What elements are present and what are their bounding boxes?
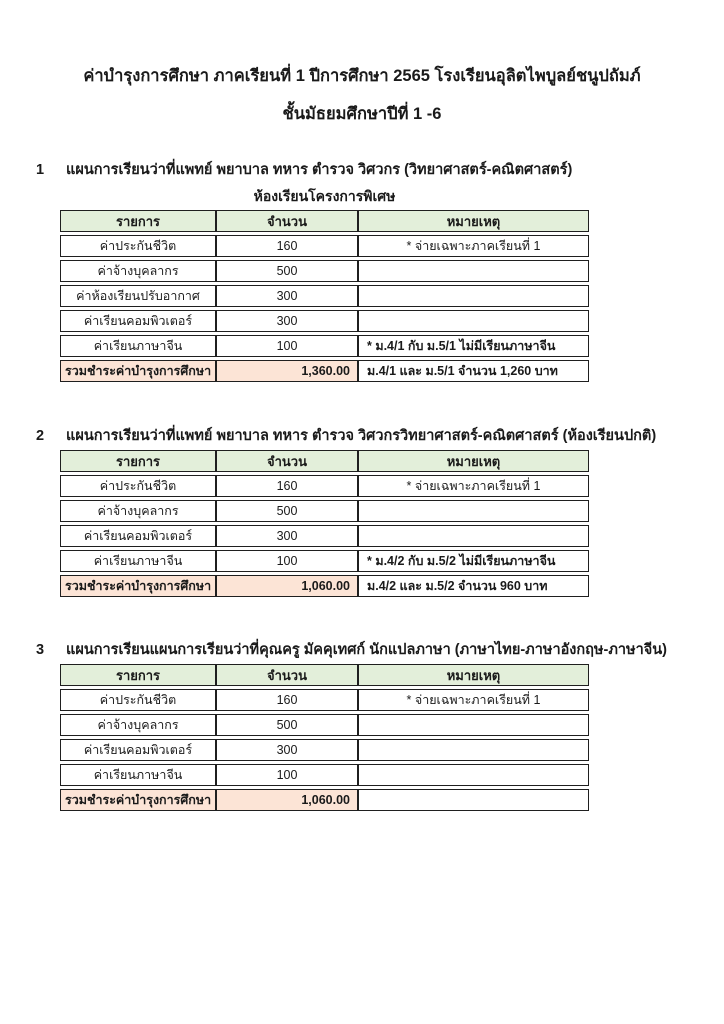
remark-cell <box>358 714 589 736</box>
fee-row <box>60 550 589 572</box>
amount-cell: 300 <box>216 739 358 761</box>
fee-row <box>60 260 589 282</box>
item-cell: ค่าจ้างบุคลากร <box>60 714 216 736</box>
amount-cell: 300 <box>216 310 358 332</box>
section-3-title: แผนการเรียนแผนการเรียนว่าที่คุณครู มัคคุเทศก์ นักแปลภาษา (ภาษาไทย-ภาษาอังกฤษ-ภาษาจีน) <box>66 642 667 658</box>
item-cell: ค่าจ้างบุคลากร <box>60 500 216 522</box>
fee-row <box>60 689 589 711</box>
column-header-item: รายการ <box>60 664 216 686</box>
fee-row <box>60 764 589 786</box>
document-title-line2: ชั้นมัธยมศึกษาปีที่ 1 -6 <box>282 105 442 123</box>
total-label-cell: รวมชำระค่าบำรุงการศึกษา <box>60 360 216 382</box>
fee-table-2 <box>60 447 589 600</box>
item-cell: ค่าห้องเรียนปรับอากาศ <box>60 285 216 307</box>
total-remark-cell <box>358 789 589 811</box>
column-header-item: รายการ <box>60 450 216 472</box>
column-header-amount: จำนวน <box>216 210 358 232</box>
remark-cell: * จ่ายเฉพาะภาคเรียนที่ 1 <box>358 689 589 711</box>
amount-cell: 500 <box>216 500 358 522</box>
total-label-cell: รวมชำระค่าบำรุงการศึกษา <box>60 789 216 811</box>
header-row <box>60 450 589 472</box>
column-header-remark: หมายเหตุ <box>358 210 589 232</box>
item-cell: ค่าเรียนคอมพิวเตอร์ <box>60 310 216 332</box>
fee-row <box>60 310 589 332</box>
column-header-amount: จำนวน <box>216 450 358 472</box>
item-cell: ค่าเรียนภาษาจีน <box>60 764 216 786</box>
item-cell: ค่าเรียนคอมพิวเตอร์ <box>60 739 216 761</box>
item-cell: ค่าเรียนคอมพิวเตอร์ <box>60 525 216 547</box>
amount-cell: 500 <box>216 714 358 736</box>
section-2-title: แผนการเรียนว่าที่แพทย์ พยาบาล ทหาร ตำรวจ วิศวกรวิทยาศาสตร์-คณิตศาสตร์ (ห้องเรียนปกติ) <box>66 428 657 444</box>
fee-row <box>60 475 589 497</box>
fee-table-3 <box>60 661 589 814</box>
column-header-amount: จำนวน <box>216 664 358 686</box>
amount-cell: 300 <box>216 525 358 547</box>
remark-cell: * ม.4/2 กับ ม.5/2 ไม่มีเรียนภาษาจีน <box>358 550 589 572</box>
header-row <box>60 664 589 686</box>
fee-row <box>60 235 589 257</box>
item-cell: ค่าประกันชีวิต <box>60 235 216 257</box>
section-3-heading <box>36 638 696 661</box>
amount-cell: 300 <box>216 285 358 307</box>
remark-cell <box>358 285 589 307</box>
header-row <box>60 210 589 232</box>
total-remark-cell: ม.4/2 และ ม.5/2 จำนวน 960 บาท <box>358 575 589 597</box>
remark-cell: * จ่ายเฉพาะภาคเรียนที่ 1 <box>358 235 589 257</box>
remark-cell <box>358 500 589 522</box>
total-row <box>60 360 589 382</box>
section-2-number: 2 <box>36 428 45 444</box>
fee-row <box>60 500 589 522</box>
remark-cell <box>358 310 589 332</box>
item-cell: ค่าเรียนภาษาจีน <box>60 335 216 357</box>
total-amount-cell: 1,060.00 <box>216 575 358 597</box>
total-row <box>60 575 589 597</box>
column-header-remark: หมายเหตุ <box>358 450 589 472</box>
section-1-heading <box>36 158 696 181</box>
amount-cell: 100 <box>216 550 358 572</box>
document-title-line1: ค่าบำรุงการศึกษา ภาคเรียนที่ 1 ปีการศึกษา 2565 โรงเรียนอุลิตไพบูลย์ชนูปถัมภ์ <box>83 67 641 85</box>
remark-cell: * จ่ายเฉพาะภาคเรียนที่ 1 <box>358 475 589 497</box>
remark-cell <box>358 260 589 282</box>
remark-cell <box>358 739 589 761</box>
amount-cell: 160 <box>216 475 358 497</box>
total-remark-cell: ม.4/1 และ ม.5/1 จำนวน 1,260 บาท <box>358 360 589 382</box>
amount-cell: 160 <box>216 235 358 257</box>
item-cell: ค่าประกันชีวิต <box>60 475 216 497</box>
total-row <box>60 789 589 811</box>
total-amount-cell: 1,060.00 <box>216 789 358 811</box>
remark-cell <box>358 525 589 547</box>
fee-row <box>60 285 589 307</box>
total-label-cell: รวมชำระค่าบำรุงการศึกษา <box>60 575 216 597</box>
column-header-item: รายการ <box>60 210 216 232</box>
column-header-remark: หมายเหตุ <box>358 664 589 686</box>
table-1-subtitle: ห้องเรียนโครงการพิเศษ <box>253 188 396 204</box>
amount-cell: 100 <box>216 764 358 786</box>
fee-row <box>60 739 589 761</box>
fee-row <box>60 714 589 736</box>
fee-table-1 <box>60 207 589 385</box>
section-1-title: แผนการเรียนว่าที่แพทย์ พยาบาล ทหาร ตำรวจ วิศวกร (วิทยาศาสตร์-คณิตศาสตร์) <box>66 162 573 178</box>
section-1-number: 1 <box>36 162 45 178</box>
remark-cell: * ม.4/1 กับ ม.5/1 ไม่มีเรียนภาษาจีน <box>358 335 589 357</box>
fee-row <box>60 525 589 547</box>
total-amount-cell: 1,360.00 <box>216 360 358 382</box>
amount-cell: 500 <box>216 260 358 282</box>
item-cell: ค่าเรียนภาษาจีน <box>60 550 216 572</box>
amount-cell: 160 <box>216 689 358 711</box>
remark-cell <box>358 764 589 786</box>
item-cell: ค่าประกันชีวิต <box>60 689 216 711</box>
amount-cell: 100 <box>216 335 358 357</box>
item-cell: ค่าจ้างบุคลากร <box>60 260 216 282</box>
fee-row <box>60 335 589 357</box>
section-3-number: 3 <box>36 642 45 658</box>
section-2-heading <box>36 424 696 447</box>
